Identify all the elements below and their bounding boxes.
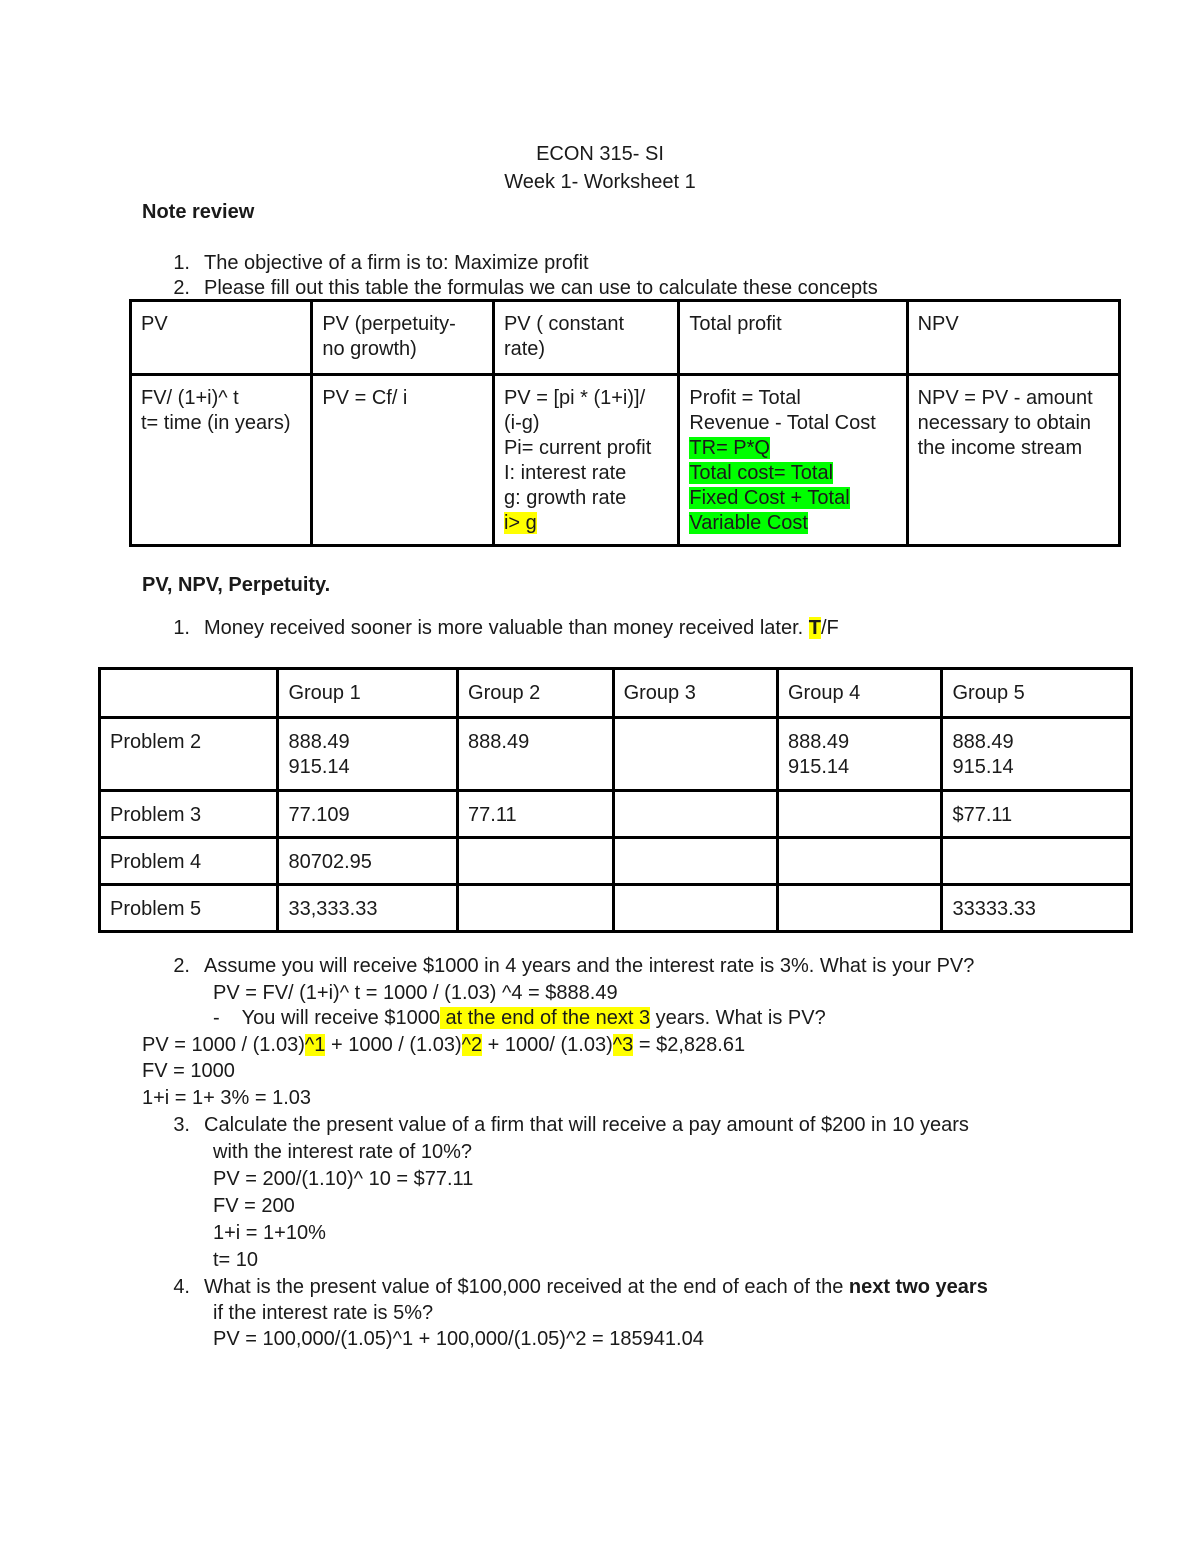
- q3-line2: with the interest rate of 10%?: [213, 1141, 473, 1163]
- cell-value: 77.109: [288, 804, 350, 826]
- q3-rate: 1+i = 1+10%: [213, 1222, 326, 1244]
- cell-value: 888.49: [468, 731, 530, 753]
- row-label: Problem 2: [100, 718, 278, 791]
- table-header-row: [131, 301, 1120, 375]
- q2-pv-calc: PV = 1000 / (1.03)^1 + 1000 / (1.03)^2 + 1000/ (1.03)^3 = $2,828.61: [142, 1034, 746, 1056]
- q4-line2: if the interest rate is 5%?: [213, 1302, 434, 1324]
- table-cell: [613, 885, 777, 932]
- table-cell: [778, 791, 942, 838]
- cell-value: 888.49: [288, 731, 350, 753]
- header-cell: PV (perpetuity- no growth): [312, 301, 494, 375]
- q3-time: t= 10: [213, 1249, 259, 1271]
- formula-table: [129, 299, 1121, 547]
- highlight-yellow: at the end of the next 3: [439, 1007, 651, 1029]
- highlight-yellow: ^2: [461, 1034, 483, 1056]
- question-3: 3. Calculate the present value of a firm that will receive a pay amount of $200 in 10 years: [160, 1112, 969, 1138]
- table-cell: [458, 885, 614, 932]
- highlight-green: Variable Cost: [689, 512, 808, 534]
- item-number: 2.: [173, 277, 190, 299]
- highlight-yellow: ^1: [304, 1034, 326, 1056]
- table-cell: [942, 718, 1132, 791]
- table-cell: [942, 838, 1132, 885]
- table-row: [100, 791, 1132, 838]
- table-cell: [458, 791, 614, 838]
- table-cell: PV = [pi * (1+i)]/ (i-g) Pi= current profit I: interest rate g: growth rate i> g: [493, 375, 678, 546]
- table-row: [131, 375, 1120, 546]
- question-2: 2. Assume you will receive $1000 in 4 years and the interest rate is 3%. What is your PV?: [160, 953, 974, 979]
- cell-value: 33,333.33: [288, 898, 378, 920]
- table-cell: NPV = PV - amount necessary to obtain the income stream: [907, 375, 1119, 546]
- table-cell: [278, 838, 458, 885]
- note-item-1: [160, 250, 589, 276]
- item-number: 1.: [173, 252, 190, 274]
- table-row: [100, 885, 1132, 932]
- table-cell: [278, 791, 458, 838]
- groups-table: [98, 667, 1133, 933]
- question-4: 4. What is the present value of $100,000 received at the end of each of the next two years: [160, 1274, 988, 1300]
- highlight-green: TR= P*Q: [689, 437, 770, 459]
- table-cell: [278, 718, 458, 791]
- table-cell: [613, 791, 777, 838]
- table-cell: [778, 838, 942, 885]
- highlight-yellow: i> g: [503, 512, 537, 534]
- table-cell: [778, 885, 942, 932]
- highlight-green: Fixed Cost + Total: [689, 487, 850, 509]
- column-header: Group 5: [942, 669, 1132, 718]
- q4-answer: PV = 100,000/(1.05)^1 + 100,000/(1.05)^2 = 185941.04: [213, 1328, 704, 1350]
- table-cell: Profit = Total Revenue - Total Cost TR= P*Q Total cost= Total Fixed Cost + Total Variable Cost: [679, 375, 907, 546]
- highlight-yellow: ^3: [612, 1034, 634, 1056]
- table-cell: [942, 791, 1132, 838]
- doc-title: ECON 315- SI: [536, 143, 664, 165]
- table-cell: [613, 718, 777, 791]
- cell-value: 915.14: [288, 756, 350, 778]
- column-header: Group 1: [278, 669, 458, 718]
- q2-subquestion: - You will receive $1000 at the end of the next 3 years. What is PV?: [213, 1007, 826, 1029]
- note-review-heading: Note review: [142, 201, 255, 223]
- cell-value: 888.49: [952, 731, 1014, 753]
- corner-cell: [100, 669, 278, 718]
- item-text: The objective of a firm is to: Maximize profit: [204, 252, 589, 274]
- row-label: Problem 3: [100, 791, 278, 838]
- table-cell: [778, 718, 942, 791]
- column-header: Group 3: [613, 669, 777, 718]
- cell-value: 888.49: [788, 731, 850, 753]
- item-text: Please fill out this table the formulas we can use to calculate these concepts: [204, 277, 878, 299]
- cell-value: 915.14: [788, 756, 850, 778]
- item-number: 1.: [173, 617, 190, 639]
- table-cell: [458, 838, 614, 885]
- note-item-2: [160, 275, 878, 301]
- cell-value: 915.14: [952, 756, 1014, 778]
- table-cell: [458, 718, 614, 791]
- highlight-green: Total cost= Total: [689, 462, 834, 484]
- table-row: [100, 718, 1132, 791]
- table-row: [100, 838, 1132, 885]
- q2-answer: PV = FV/ (1+i)^ t = 1000 / (1.03) ^4 = $888.49: [213, 982, 618, 1004]
- question-1: 1. Money received sooner is more valuable than money received later. T/F: [160, 615, 839, 641]
- column-header: Group 2: [458, 669, 614, 718]
- section-heading: PV, NPV, Perpetuity.: [142, 574, 331, 596]
- table-cell: [613, 838, 777, 885]
- table-cell: [942, 885, 1132, 932]
- header-cell: PV ( constant rate): [493, 301, 678, 375]
- q3-answer: PV = 200/(1.10)^ 10 = $77.11: [213, 1168, 474, 1190]
- header-cell: PV: [131, 301, 312, 375]
- table-cell: FV/ (1+i)^ t t= time (in years): [131, 375, 312, 546]
- table-cell: PV = Cf/ i: [312, 375, 494, 546]
- column-header: Group 4: [778, 669, 942, 718]
- cell-value: $77.11: [952, 804, 1013, 826]
- cell-value: 77.11: [468, 804, 517, 826]
- row-label: Problem 5: [100, 885, 278, 932]
- q3-fv: FV = 200: [213, 1195, 295, 1217]
- cell-value: 33333.33: [952, 898, 1036, 920]
- cell-value: 80702.95: [288, 851, 372, 873]
- table-header-row: [100, 669, 1132, 718]
- item-number: 4.: [173, 1276, 190, 1298]
- header-cell: Total profit: [679, 301, 907, 375]
- q2-fv: FV = 1000: [142, 1060, 235, 1082]
- item-number: 2.: [173, 955, 190, 977]
- doc-subtitle: Week 1- Worksheet 1: [504, 171, 696, 193]
- q2-rate: 1+i = 1+ 3% = 1.03: [142, 1087, 312, 1109]
- answer-true: T: [808, 617, 821, 639]
- item-number: 3.: [173, 1114, 190, 1136]
- table-cell: [278, 885, 458, 932]
- row-label: Problem 4: [100, 838, 278, 885]
- header-cell: NPV: [907, 301, 1119, 375]
